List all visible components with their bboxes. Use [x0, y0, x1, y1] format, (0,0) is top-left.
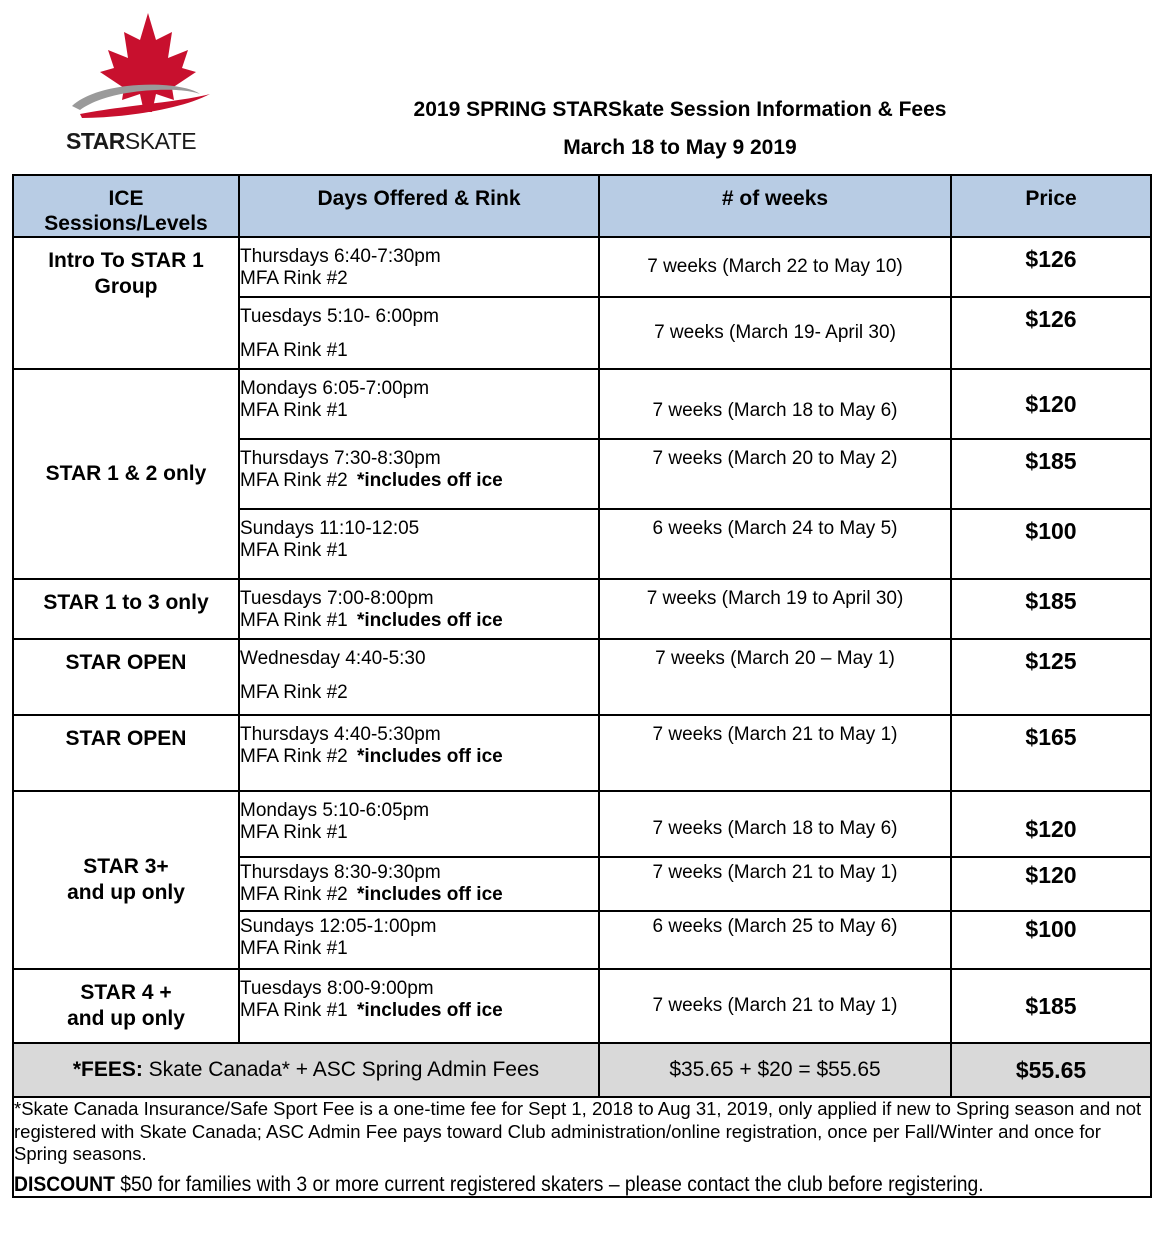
table-row	[13, 791, 1151, 857]
weeks-cell: 6 weeks (March 25 to May 6)	[599, 911, 951, 969]
fees-row	[13, 1043, 1151, 1097]
price-cell: $125	[951, 639, 1151, 715]
level-cell: STAR OPEN	[13, 715, 239, 791]
price-cell: $126	[951, 297, 1151, 369]
level-cell: STAR 3+ and up only	[13, 791, 239, 969]
col-header-days: Days Offered & Rink	[239, 175, 599, 237]
day-cell: Tuesdays 8:00-9:00pm MFA Rink #1 *includes off ice	[239, 969, 599, 1043]
fees-calculation: $35.65 + $20 = $55.65	[599, 1043, 951, 1097]
footnote-cell	[13, 1097, 1151, 1197]
session-fees-table	[12, 174, 1152, 1198]
weeks-cell: 7 weeks (March 21 to May 1)	[599, 969, 951, 1043]
day-cell: Wednesday 4:40-5:30 MFA Rink #2	[239, 639, 599, 715]
weeks-cell: 7 weeks (March 21 to May 1)	[599, 857, 951, 911]
day-cell: Thursdays 4:40-5:30pm MFA Rink #2 *includes off ice	[239, 715, 599, 791]
header-row	[13, 175, 1151, 237]
day-cell: Tuesdays 7:00-8:00pm MFA Rink #1 *includes off ice	[239, 579, 599, 639]
footnote-row	[13, 1097, 1151, 1197]
day-cell: Thursdays 6:40-7:30pm MFA Rink #2	[239, 237, 599, 297]
table-row	[13, 639, 1151, 715]
starskate-logo	[60, 10, 220, 160]
level-cell: STAR OPEN	[13, 639, 239, 715]
table-row	[13, 969, 1151, 1043]
weeks-cell: 7 weeks (March 18 to May 6)	[599, 369, 951, 439]
price-cell: $165	[951, 715, 1151, 791]
weeks-cell: 7 weeks (March 18 to May 6)	[599, 791, 951, 857]
weeks-cell: 7 weeks (March 19- April 30)	[599, 297, 951, 369]
day-cell: Mondays 5:10-6:05pm MFA Rink #1	[239, 791, 599, 857]
price-cell: $185	[951, 579, 1151, 639]
weeks-cell: 7 weeks (March 19 to April 30)	[599, 579, 951, 639]
price-cell: $100	[951, 509, 1151, 579]
fees-label: *FEES: Skate Canada* + ASC Spring Admin Fees	[13, 1043, 599, 1097]
footnote-text: *Skate Canada Insurance/Safe Sport Fee is a one-time fee for Sept 1, 2018 to Aug 31, 2019, only applied if new to Spring season and not registered with Skate Canada; ASC Admin Fee pays toward Club administration/online registration, once per Fall/Winter and once for Spring seasons.	[14, 1098, 1142, 1164]
col-header-weeks: # of weeks	[599, 175, 951, 237]
table-row	[13, 579, 1151, 639]
price-cell: $126	[951, 237, 1151, 297]
price-cell: $120	[951, 857, 1151, 911]
maple-leaf-icon	[60, 10, 220, 130]
col-header-levels: ICE Sessions/Levels	[13, 175, 239, 237]
day-cell: Tuesdays 5:10- 6:00pm MFA Rink #1	[239, 297, 599, 369]
level-cell: STAR 4 + and up only	[13, 969, 239, 1043]
date-range: March 18 to May 9 2019	[563, 136, 797, 159]
day-cell: Thursdays 8:30-9:30pm MFA Rink #2 *includes off ice	[239, 857, 599, 911]
table-row	[13, 369, 1151, 439]
day-cell: Sundays 11:10-12:05 MFA Rink #1	[239, 509, 599, 579]
level-cell: Intro To STAR 1 Group	[13, 237, 239, 369]
price-cell: $185	[951, 439, 1151, 509]
table-row	[13, 715, 1151, 791]
price-cell: $120	[951, 369, 1151, 439]
logo-wordmark: STARSKATE	[66, 128, 197, 154]
weeks-cell: 7 weeks (March 20 – May 1)	[599, 639, 951, 715]
level-cell: STAR 1 to 3 only	[13, 579, 239, 639]
weeks-cell: 7 weeks (March 22 to May 10)	[599, 237, 951, 297]
col-header-price: Price	[951, 175, 1151, 237]
weeks-cell: 6 weeks (March 24 to May 5)	[599, 509, 951, 579]
level-cell: STAR 1 & 2 only	[13, 369, 239, 579]
price-cell: $185	[951, 969, 1151, 1043]
price-cell: $100	[951, 911, 1151, 969]
table-row	[13, 237, 1151, 297]
weeks-cell: 7 weeks (March 20 to May 2)	[599, 439, 951, 509]
price-cell: $120	[951, 791, 1151, 857]
weeks-cell: 7 weeks (March 21 to May 1)	[599, 715, 951, 791]
discount-text: DISCOUNT $50 for families with 3 or more current registered skaters – please contact the club before registering.	[14, 1172, 984, 1196]
fees-price: $55.65	[951, 1043, 1151, 1097]
day-cell: Thursdays 7:30-8:30pm MFA Rink #2 *includes off ice	[239, 439, 599, 509]
day-cell: Sundays 12:05-1:00pm MFA Rink #1	[239, 911, 599, 969]
day-cell: Mondays 6:05-7:00pm MFA Rink #1	[239, 369, 599, 439]
page-title: 2019 SPRING STARSkate Session Information & Fees	[413, 98, 947, 121]
